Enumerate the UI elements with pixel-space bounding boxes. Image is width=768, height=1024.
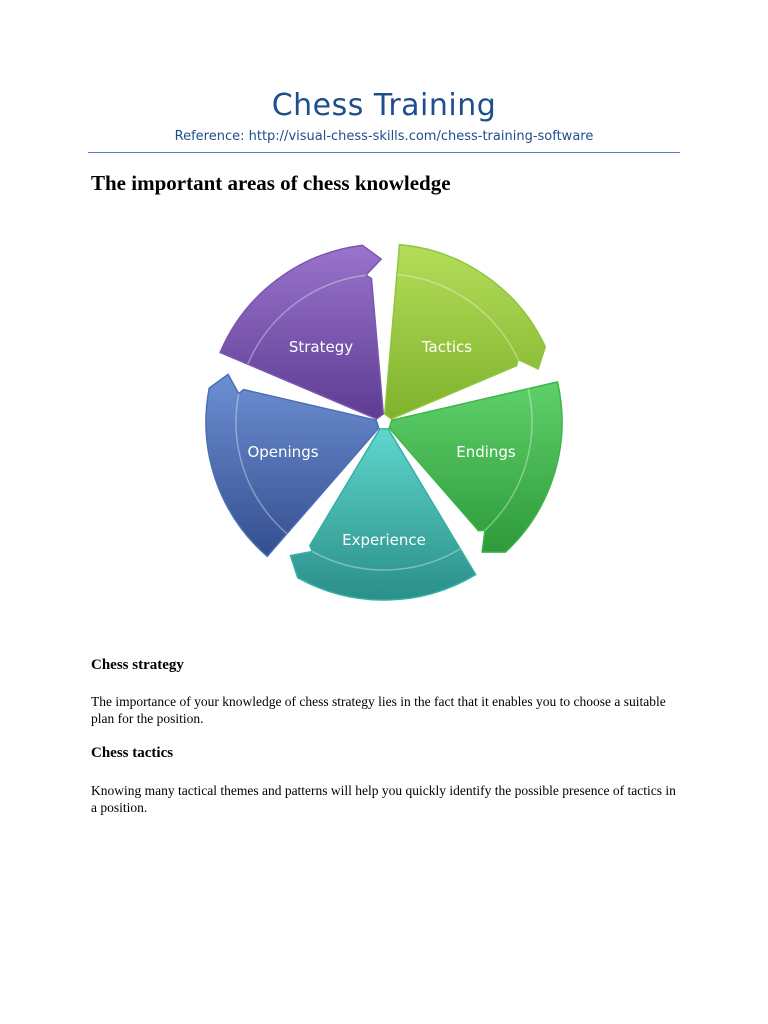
reference-line: Reference: http://visual-chess-skills.com/chess-training-software — [174, 129, 594, 144]
cycle-label-tactics: Tactics — [421, 338, 473, 356]
chess-strategy-text: The importance of your knowledge of chess strategy lies in the fact that it enables you to choose a suitable plan for the position. — [91, 694, 666, 726]
header-divider — [88, 152, 680, 153]
cycle-label-endings: Endings — [456, 443, 516, 461]
document-title: Chess Training — [271, 88, 497, 123]
chess-knowledge-cycle-diagram — [190, 232, 580, 616]
chess-tactics-text: Knowing many tactical themes and patterns will help you quickly identify the possible presence of tactics in a position. — [91, 783, 676, 815]
chess-tactics-heading: Chess tactics — [91, 745, 174, 761]
chess-strategy-heading: Chess strategy — [91, 657, 184, 673]
section-heading: The important areas of chess knowledge — [91, 171, 451, 195]
cycle-label-experience: Experience — [342, 531, 426, 549]
cycle-label-openings: Openings — [247, 443, 319, 461]
cycle-label-strategy: Strategy — [288, 338, 354, 356]
